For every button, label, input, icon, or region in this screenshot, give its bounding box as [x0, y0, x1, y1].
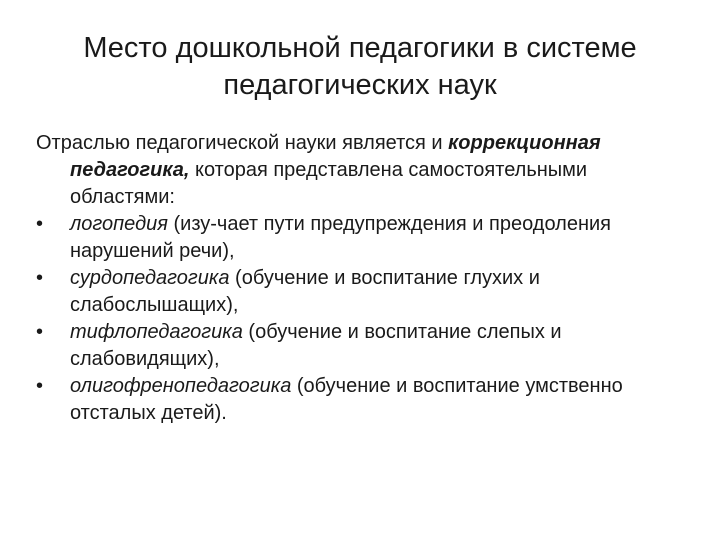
bullet-icon: • — [36, 375, 44, 397]
intro-term: коррекционная педагогика, — [70, 132, 601, 181]
title-line-2: педагогических наук — [223, 69, 497, 101]
item-term: логопедия — [70, 213, 168, 235]
slide-body — [36, 130, 686, 427]
item-term: олигофренопедагогика — [70, 375, 292, 397]
item-term: тифлопедагогика — [70, 321, 243, 343]
intro-paragraph — [36, 130, 686, 211]
list-item-logopedia — [36, 211, 686, 265]
item-description: (обучение и воспитание слепых и слабовидящих), — [70, 321, 562, 370]
list-item-tiflopedagogika — [36, 319, 686, 373]
bullet-list — [36, 211, 686, 427]
item-description: (обучение и воспитание глухих и слабослышащих), — [70, 267, 540, 316]
slide-title — [20, 30, 700, 104]
bullet-icon: • — [36, 267, 44, 289]
list-item-oligofrenopedagogika — [36, 373, 686, 427]
item-description: (обучение и воспитание умственно отсталых детей). — [70, 375, 623, 424]
title-line-1: Место дошкольной педагогики в системе — [83, 32, 637, 64]
bullet-icon: • — [36, 321, 44, 343]
intro-text-start: Отраслью педагогической науки является и — [36, 132, 449, 154]
intro-text-end: которая представлена самостоятельными областями: — [70, 159, 588, 208]
item-term: сурдопедагогика — [70, 267, 230, 289]
item-description: (изу-чает пути предупреждения и преодоления нарушений речи), — [70, 213, 611, 262]
bullet-icon: • — [36, 213, 44, 235]
list-item-surdopedagogika — [36, 265, 686, 319]
